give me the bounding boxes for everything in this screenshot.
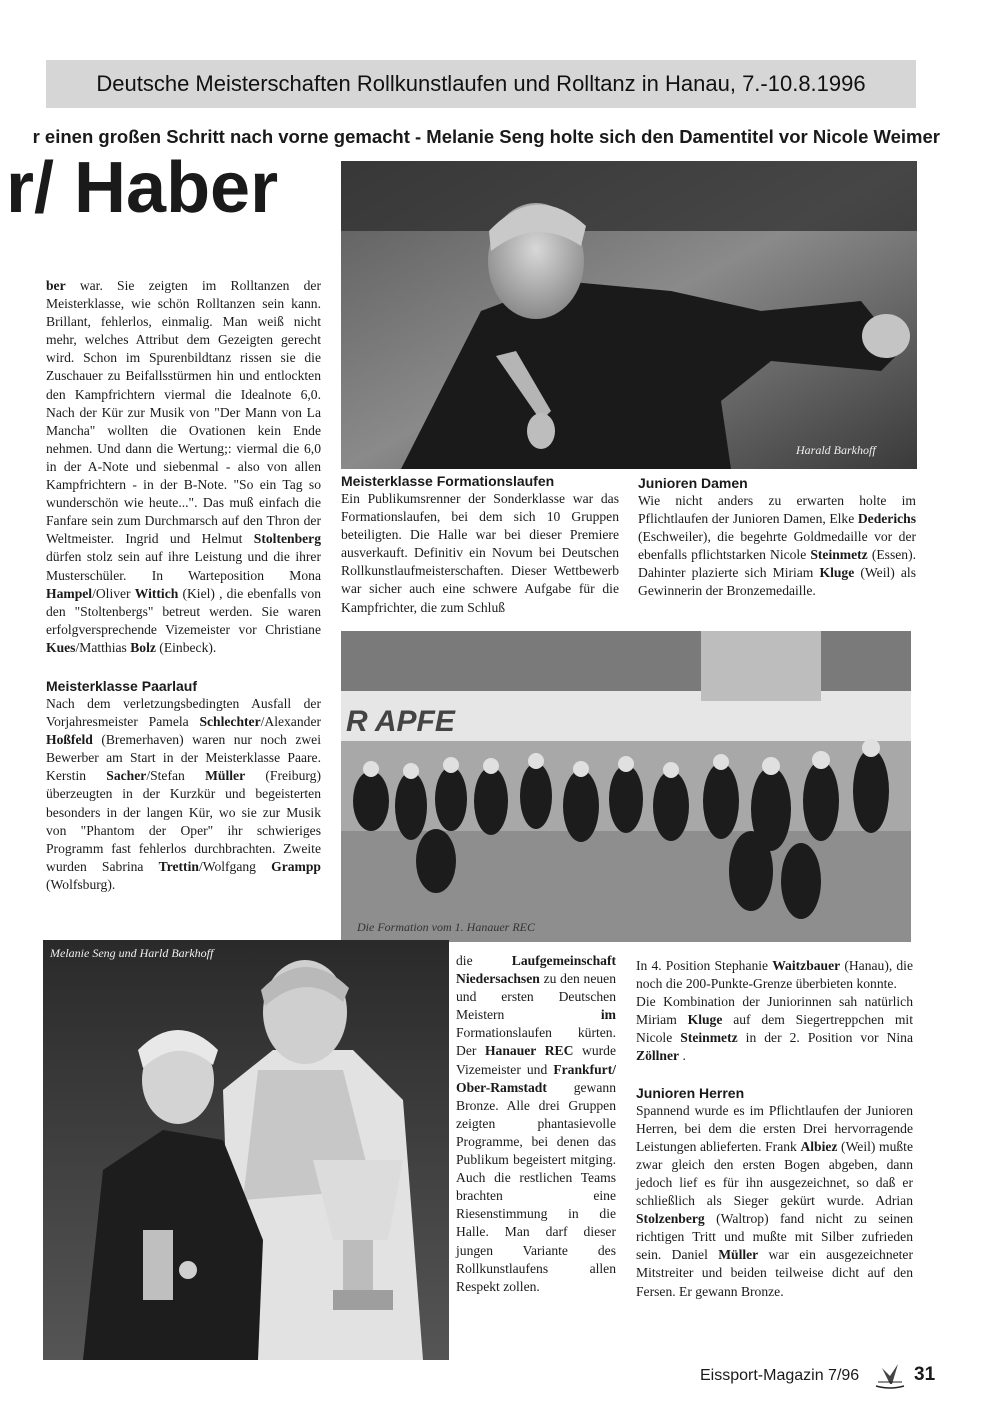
bold-name: Hoßfeld	[46, 732, 93, 748]
bold-name: Bolz	[130, 639, 156, 655]
right-bottom-paragraph-1	[636, 957, 913, 993]
bold-name: Stolzenberg	[636, 1211, 705, 1227]
text-run: /Oliver	[92, 585, 135, 601]
bold-name: Zöllner	[636, 1048, 680, 1064]
text-run: Wie nicht anders zu erwarten holte im Pflichtlaufen der Junioren Damen, Elke	[638, 493, 916, 527]
text-run: (Essen). Dahinter plazierte sich Miriam	[638, 547, 916, 581]
right-bottom-column	[636, 957, 913, 1301]
text-run: Nach dem verletzungsbedingten Ausfall der Vorjahresmeister Pamela	[46, 695, 321, 730]
middle-bottom-paragraph	[456, 952, 616, 1296]
text-run: (Weil) als Gewinnerin der Bronzemedaille.	[638, 565, 916, 599]
bold-name: Kluge	[687, 1012, 723, 1028]
page-number: 31	[914, 1364, 936, 1385]
text-run: /Alexander	[260, 714, 321, 730]
bold-name: Steinmetz	[810, 547, 868, 563]
magazine-logo-icon	[872, 1362, 908, 1390]
photo-harald-barkhoff-image	[341, 161, 917, 469]
section-heading-junioren-damen: Junioren Damen	[638, 475, 748, 491]
photo-couple-image	[43, 940, 449, 1360]
photo-caption-harald: Harald Barkhoff	[796, 443, 876, 457]
bold-name: Hampel	[46, 585, 93, 601]
text-run: .	[679, 1048, 686, 1064]
right-top-paragraph	[638, 492, 916, 601]
left-paragraph-2	[46, 695, 321, 894]
right-top-column	[638, 474, 916, 601]
text-run: /Wolfgang	[198, 858, 272, 874]
bold-name: Hanauer REC	[484, 1043, 574, 1059]
bold-name: Frankfurt/ Ober-Ramstadt	[456, 1061, 616, 1095]
text-run: (Einbeck).	[155, 639, 217, 655]
text-run: (Kiel) , die ebenfalls von den "Stoltenbergs" betreut werden. Sie waren erfolgversprechende Vizemeister vor Christiane	[46, 585, 321, 637]
right-bottom-paragraph-2	[636, 993, 913, 1065]
event-banner	[46, 60, 916, 108]
middle-top-column	[341, 472, 619, 617]
bold-name: Müller	[205, 768, 246, 784]
bold-name: Sacher	[106, 768, 147, 784]
text-run: zu den neuen und ersten Deutschen Meistern	[456, 971, 616, 1023]
right-bottom-paragraph-3	[636, 1102, 913, 1301]
text-run: die	[456, 953, 512, 968]
text-run: (Wolfsburg).	[46, 876, 116, 892]
article-headline: r/ Haber	[6, 148, 279, 228]
bold-name: Müller	[718, 1247, 759, 1263]
text-run: (Eschweiler), die begehrte Goldmedaille vor der ebenfalls pflichtstarken Nicole	[638, 529, 916, 563]
section-heading-paarlauf: Meisterklasse Paarlauf	[46, 677, 197, 694]
section-heading-formationslaufen: Meisterklasse Formationslaufen	[341, 473, 555, 489]
photo-harald-barkhoff	[341, 161, 917, 469]
photo-couple	[43, 940, 449, 1360]
text-run: /Stefan	[146, 768, 206, 784]
text-run: gewann Bronze. Alle drei Gruppen zeigten phantasievolle Programme, bei denen das Publikum begeistert mitging. Auch die restlichen Teams brachten eine Riesenstimmung in die Halle. Man darf dieser jungen Variante des Rollkunstlaufens allen Respekt zollen.	[456, 1079, 616, 1294]
text-run: In 4. Position Stephanie	[636, 958, 773, 973]
photo-caption-formation: Die Formation vom 1. Hanauer REC	[357, 920, 535, 934]
text-run: dürfen stolz sein auf ihre Leistung und die ihrer Musterschüler. In Warteposition Mona	[46, 549, 321, 583]
bold-name: Wittich	[134, 585, 179, 601]
photo-formation-image	[341, 631, 911, 942]
text-run: war ein ausgezeichneter Mitstreiter und beiden teilweise dicht auf den Fersen. Er gewann Bronze.	[636, 1247, 913, 1299]
bold-name: Schlechter	[199, 714, 261, 730]
bold-name: Laufgemeinschaft Niedersachsen	[456, 953, 616, 987]
middle-bottom-column	[456, 952, 616, 1296]
text-run: wurde Vizemeister und	[456, 1043, 616, 1077]
text-run: /Matthias	[75, 639, 131, 655]
text-run: (Bremerhaven) waren nur noch zwei Bewerber am Start in der Meisterklasse Paare. Kerstin	[46, 732, 321, 784]
bold-name: Grampp	[271, 858, 321, 874]
bold-name: Kluge	[819, 565, 855, 581]
text-run: (Freiburg) überzeugten in der Kurzkür und begeisterten besonders in der langen Kür, wo sie zur Musik von "Phantom der Oper" ihr schwieriges Programm fast fehlerlos durchbrachten. Zweite wurden Sabrina	[46, 768, 321, 874]
bold-name: Steinmetz	[680, 1030, 738, 1046]
text-run: (Hanau), die noch die 200-Punkte-Grenze überbieten konnte.	[636, 958, 913, 992]
bold-name: Stoltenberg	[253, 531, 321, 547]
photo-caption-couple: Melanie Seng und Harld Barkhoff	[50, 946, 214, 960]
text-run: war. Sie zeigten im Rolltanzen der Meisterklasse, wie schön Rolltanzen sein kann. Brillant, fehlerlos, einmalig. Man weiß nicht mehr, welches Attribut dem Gezeigten gerecht wird. Schon im Spurenbildtanz rissen sie die Zuschauer zu Beifallsstürmen hin und entlockten den Kampfrichtern viermal die Idealnote 6,0. Nach der Kür zur Musik von "Der Mann von La Mancha" wollten die Ovationen kein Ende nehmen. Und dann die Wertung;: viermal die 6,0 in der A-Note und siebenmal - also von allen Kampfrichtern - in der B-Note. "So ein Tag so wunderschön wie heute...". Das muß einfach die Fanfare sein zum Durchmarsch auf den Thron der Weltmeister. Ingrid und Helmut	[46, 278, 321, 547]
event-banner-text: Deutsche Meisterschaften Rollkunstlaufen und Rolltanz in Hanau, 7.-10.8.1996	[96, 71, 866, 96]
text-run: (Waltrop) fand nicht zu seinen richtigen Tritt und mußte mit Silber zufrieden sein. Daniel	[636, 1211, 913, 1263]
text-run: auf dem Siegertreppchen mit Nicole	[636, 1012, 913, 1046]
article-subheadline: r einen großen Schritt nach vorne gemacht - Melanie Seng holte sich den Damentitel vor Nicole Weimer	[32, 126, 940, 147]
text-run: (Weil) mußte zwar gleich den ersten Bogen abgeben, dann jedoch lief es für ihn ausgezeichnet, so daß er schließlich als Sieger gekürt wurde. Adrian	[636, 1138, 913, 1209]
bold-name: ber	[46, 278, 66, 293]
text-run: Formationslaufen kürten. Der	[456, 1025, 616, 1059]
photo-formation	[341, 631, 911, 942]
section-heading-junioren-herren: Junioren Herren	[636, 1084, 745, 1101]
middle-top-paragraph: Ein Publikumsrenner der Sonderklasse war das Formationslaufen, bei dem sich 10 Gruppen beteiligten. Die Halle war bei dieser Premiere ausverkauft. Definitiv ein Novum bei Deutschen Rollkunstlaufmeisterschaften. Dieser Wettbewerb war sicher auch eine schwere Aufgabe für die Kampfrichter, die zum Schluß	[341, 491, 619, 615]
footer-magazine: Eissport-Magazin 7/96	[700, 1367, 860, 1384]
svg-text:R APFE: R APFE	[346, 705, 455, 738]
left-column	[46, 277, 321, 894]
bold-name: Trettin	[158, 858, 199, 874]
bold-name: im	[600, 1007, 616, 1023]
bold-name: Dederichs	[857, 511, 916, 527]
bold-name: Kues	[46, 639, 76, 655]
text-run: Spannend wurde es im Pflichtlaufen der Junioren Herren, bei dem die ersten Drei hervorragende Leistungen ablieferten. Frank	[636, 1102, 913, 1154]
left-paragraph-1	[46, 277, 321, 657]
text-run: Die Kombination der Juniorinnen sah natürlich Miriam	[636, 994, 913, 1028]
bold-name: Albiez	[800, 1138, 838, 1154]
text-run: in der 2. Position vor Nina	[737, 1030, 913, 1046]
bold-name: Waitzbauer	[772, 958, 841, 973]
